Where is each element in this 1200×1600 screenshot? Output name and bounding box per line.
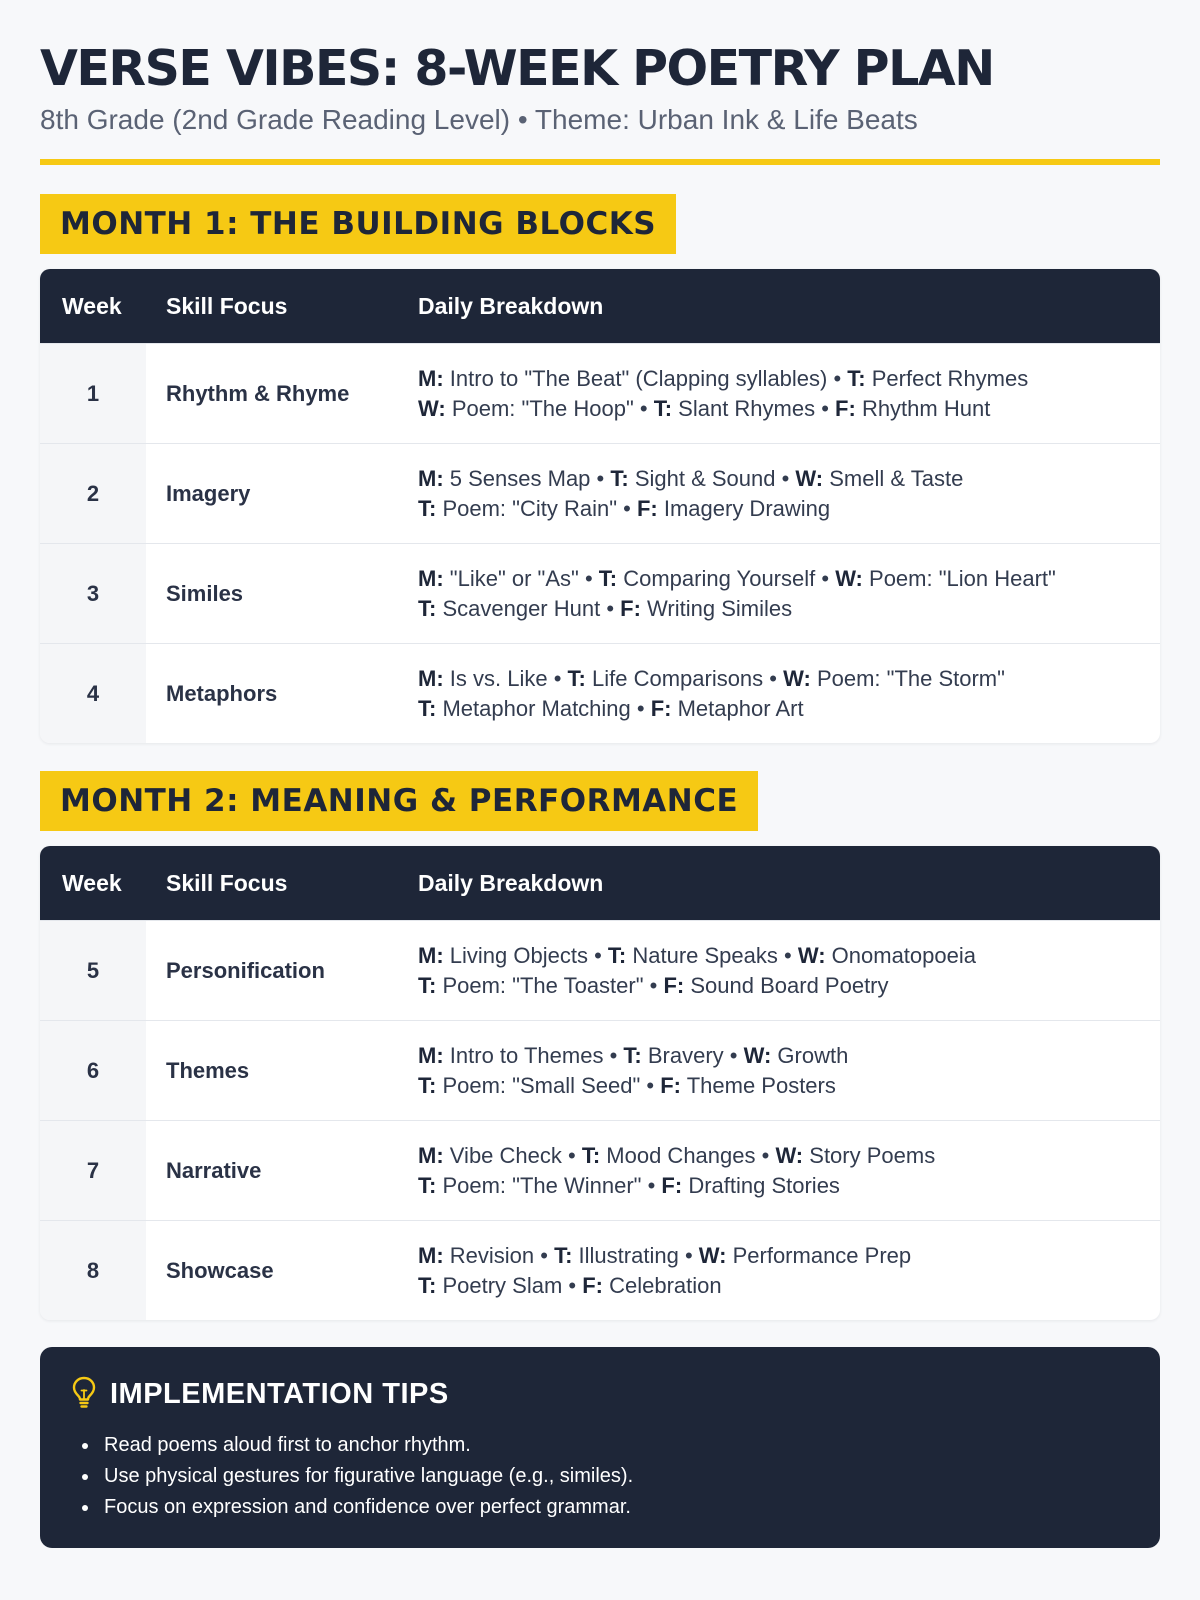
day-label: T: [623,1042,642,1068]
day-label: M: [418,1042,444,1068]
day-label: M: [418,465,444,491]
day-label: T: [581,1142,601,1168]
daily-breakdown [412,1041,1160,1101]
activity-text: Imagery Drawing [663,495,831,521]
day-label: F: [663,972,685,998]
day-label: T: [418,1072,437,1098]
day-label: F: [835,395,856,421]
skill-focus: Showcase [166,1257,274,1283]
table-row [40,920,1160,1020]
activity-text: Poetry Slam [442,1272,563,1298]
activity-text: Comparing Yourself [623,565,816,591]
day-label: T: [418,972,437,998]
tips-list [70,1430,1130,1523]
daily-breakdown [412,1141,1160,1201]
day-label: T: [610,465,629,491]
column-header-week: Week [62,869,122,896]
daily-line: W: Poem: "The Hoop" • T: Slant Rhymes • F: Rhythm Hunt [418,395,991,421]
activity-text: Slant Rhymes [678,395,816,421]
daily-line: T: Metaphor Matching • F: Metaphor Art [418,695,804,721]
day-label: F: [636,495,658,521]
activity-text: Mood Changes [606,1142,756,1168]
day-label: T: [418,1272,437,1298]
activity-text: Smell & Taste [829,465,964,491]
activity-text: Poem: "The Storm" [816,665,1005,691]
skill-focus: Themes [166,1057,250,1083]
column-header-week: Week [62,292,122,319]
week-number: 1 [40,344,146,443]
skill-focus: Narrative [166,1157,262,1183]
day-label: F: [620,595,641,621]
table-row [40,643,1160,743]
day-label: M: [418,665,444,691]
tips-header [70,1375,1130,1414]
activity-text: Intro to "The Beat" (Clapping syllables) [449,365,828,391]
activity-text: Scavenger Hunt [442,595,601,621]
tip-item: Use physical gestures for figurative language (e.g., similes). [78,1461,1130,1492]
column-header-skill-focus: Skill Focus [166,292,288,319]
activity-text: Is vs. Like [449,665,548,691]
activity-text: Metaphor Art [677,695,804,721]
daily-line: T: Poem: "The Winner" • F: Drafting Stories [418,1172,840,1198]
week-number: 6 [40,1021,146,1120]
daily-line: M: Revision • T: Illustrating • W: Performance Prep [418,1242,912,1268]
month-2-banner: MONTH 2: MEANING & PERFORMANCE [40,771,758,831]
week-number: 8 [40,1221,146,1320]
page-subtitle: 8th Grade (2nd Grade Reading Level) • Theme: Urban Ink & Life Beats [40,104,918,135]
day-label: W: [775,1142,804,1168]
day-label: T: [598,565,618,591]
day-label: M: [418,565,444,591]
day-label: F: [660,1072,681,1098]
tip-item: Focus on expression and confidence over perfect grammar. [78,1492,1130,1523]
daily-line: T: Poem: "The Toaster" • F: Sound Board Poetry [418,972,889,998]
week-number: 3 [40,544,146,643]
activity-text: Performance Prep [732,1242,912,1268]
day-label: T: [418,1172,437,1198]
table-row [40,443,1160,543]
daily-breakdown [412,364,1160,424]
table-row [40,543,1160,643]
activity-text: Poem: "The Winner" [442,1172,642,1198]
page-title: VERSE VIBES: 8-WEEK POETRY PLAN [40,40,994,97]
activity-text: Poem: "The Hoop" [451,395,634,421]
table-row [40,1220,1160,1320]
activity-text: Nature Speaks [632,942,778,968]
table-header-row [40,846,1160,920]
week-number: 5 [40,921,146,1020]
activity-text: Poem: "City Rain" [442,495,618,521]
month-2-table [40,846,1160,1320]
column-header-daily-breakdown: Daily Breakdown [418,292,604,319]
activity-text: Story Poems [809,1142,936,1168]
lightbulb-icon [70,1375,98,1414]
daily-line: M: Is vs. Like • T: Life Comparisons • W: Poem: "The Storm" [418,665,1005,691]
daily-line: T: Poem: "City Rain" • F: Imagery Drawing [418,495,831,521]
month-1-banner: MONTH 1: THE BUILDING BLOCKS [40,194,676,254]
day-label: M: [418,942,444,968]
activity-text: Rhythm Hunt [861,395,991,421]
daily-line: M: "Like" or "As" • T: Comparing Yourself • W: Poem: "Lion Heart" [418,565,1056,591]
tip-item: Read poems aloud first to anchor rhythm. [78,1430,1130,1461]
activity-text: Metaphor Matching [442,695,631,721]
day-label: W: [783,665,811,691]
day-label: M: [418,1142,444,1168]
activity-text: Celebration [609,1272,722,1298]
daily-line: M: Living Objects • T: Nature Speaks • W: Onomatopoeia [418,942,976,968]
day-label: W: [797,942,826,968]
day-label: F: [661,1172,683,1198]
skill-focus: Similes [166,580,244,606]
daily-line: M: Vibe Check • T: Mood Changes • W: Story Poems [418,1142,936,1168]
daily-line: T: Poem: "Small Seed" • F: Theme Posters [418,1072,836,1098]
day-label: M: [418,1242,444,1268]
tips-title: IMPLEMENTATION TIPS [110,1378,449,1410]
activity-text: Revision [449,1242,535,1268]
day-label: W: [418,395,446,421]
column-header-daily-breakdown: Daily Breakdown [418,869,604,896]
day-label: F: [582,1272,603,1298]
day-label: M: [418,365,444,391]
daily-breakdown [412,1241,1160,1301]
daily-line: T: Scavenger Hunt • F: Writing Similes [418,595,793,621]
day-label: T: [418,695,437,721]
skill-focus: Rhythm & Rhyme [166,380,350,406]
day-label: W: [743,1042,772,1068]
day-label: T: [418,595,437,621]
week-number: 7 [40,1121,146,1220]
activity-text: "Like" or "As" [449,565,579,591]
week-number: 4 [40,644,146,743]
activity-text: Vibe Check [449,1142,562,1168]
daily-breakdown [412,664,1160,724]
activity-text: Living Objects [449,942,588,968]
month-1-table [40,269,1160,743]
activity-text: Perfect Rhymes [871,365,1029,391]
day-label: T: [653,395,673,421]
table-row [40,1020,1160,1120]
daily-breakdown [412,464,1160,524]
activity-text: Sound Board Poetry [690,972,889,998]
daily-line: T: Poetry Slam • F: Celebration [418,1272,722,1298]
daily-line: M: Intro to Themes • T: Bravery • W: Growth [418,1042,849,1068]
day-label: T: [567,665,586,691]
daily-line: M: Intro to "The Beat" (Clapping syllables) • T: Perfect Rhymes [418,365,1029,391]
activity-text: Theme Posters [686,1072,836,1098]
activity-text: Onomatopoeia [831,942,976,968]
day-label: W: [835,565,863,591]
implementation-tips-panel [40,1347,1160,1548]
activity-text: Growth [777,1042,849,1068]
activity-text: Poem: "The Toaster" [442,972,644,998]
daily-line: M: 5 Senses Map • T: Sight & Sound • W: Smell & Taste [418,465,964,491]
activity-text: Writing Similes [647,595,793,621]
week-number: 2 [40,444,146,543]
activity-text: Poem: "Small Seed" [442,1072,641,1098]
activity-text: Intro to Themes [449,1042,604,1068]
table-row [40,343,1160,443]
table-header-row [40,269,1160,343]
day-label: F: [650,695,672,721]
activity-text: Drafting Stories [688,1172,840,1198]
activity-text: Sight & Sound [634,465,776,491]
skill-focus: Personification [166,957,325,983]
skill-focus: Imagery [166,480,251,506]
day-label: T: [418,495,437,521]
skill-focus: Metaphors [166,680,278,706]
activity-text: Illustrating [578,1242,679,1268]
table-row [40,1120,1160,1220]
activity-text: Bravery [647,1042,724,1068]
day-label: W: [795,465,824,491]
activity-text: Poem: "Lion Heart" [869,565,1056,591]
title-divider [40,159,1160,165]
day-label: W: [698,1242,727,1268]
activity-text: 5 Senses Map [449,465,591,491]
column-header-skill-focus: Skill Focus [166,869,288,896]
day-label: T: [554,1242,573,1268]
day-label: T: [847,365,866,391]
activity-text: Life Comparisons [591,665,764,691]
daily-breakdown [412,564,1160,624]
daily-breakdown [412,941,1160,1001]
day-label: T: [607,942,627,968]
